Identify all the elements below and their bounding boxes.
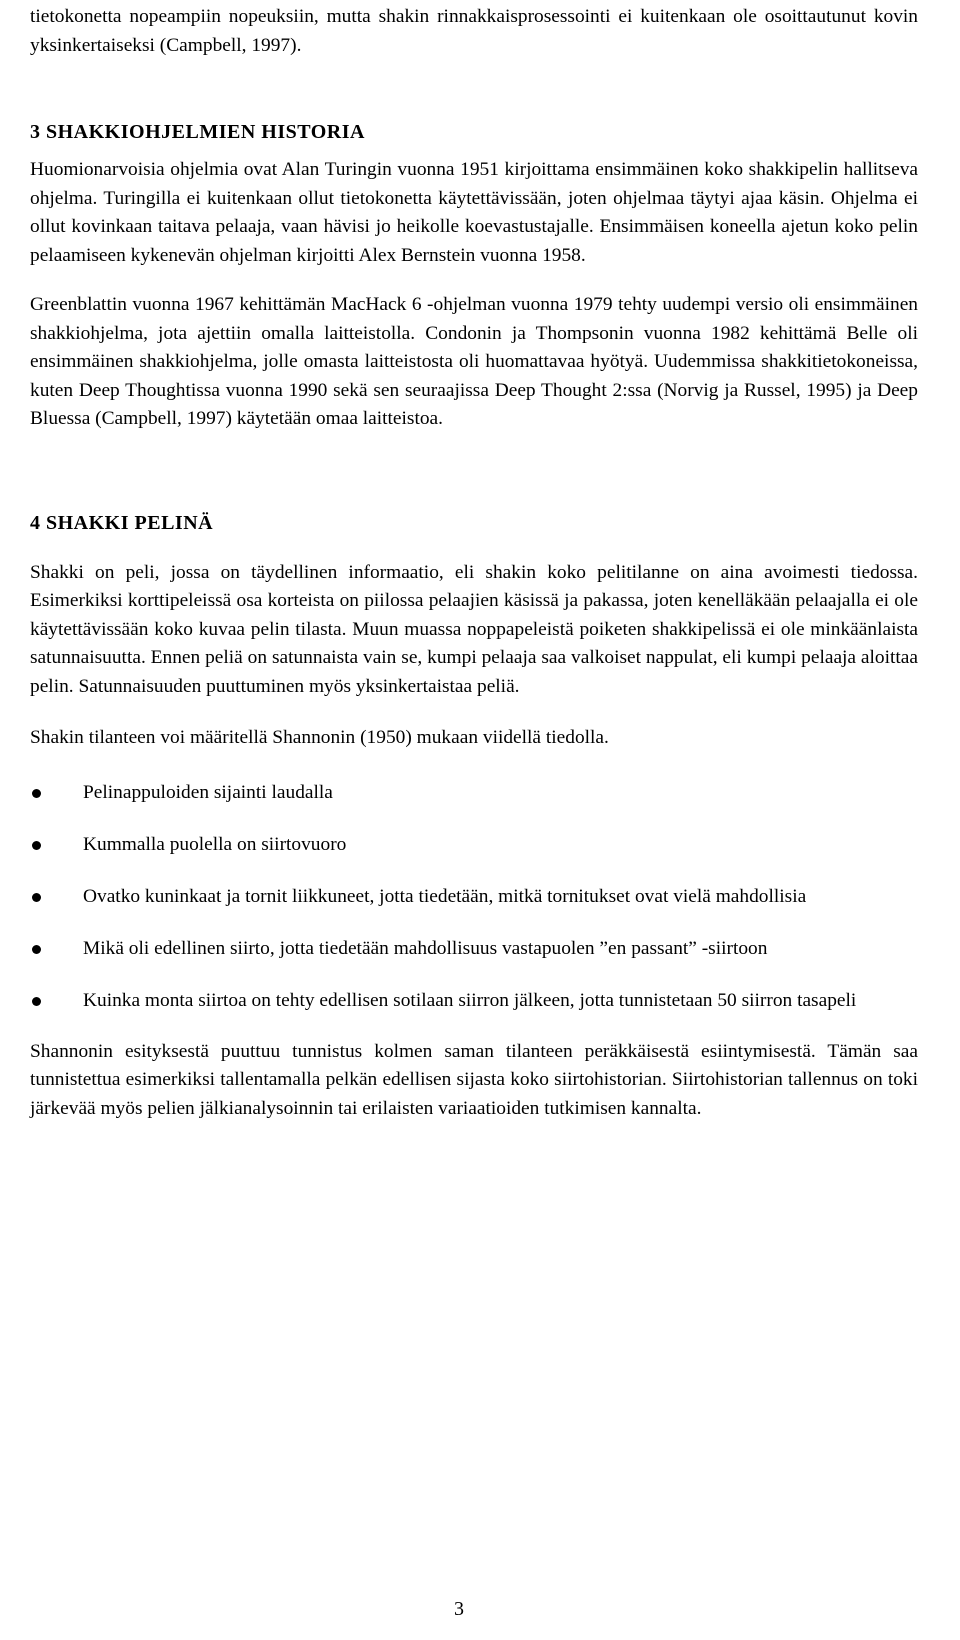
section-3-heading: 3 SHAKKIOHJELMIEN HISTORIA — [30, 121, 365, 143]
list-item-text: Kummalla puolella on siirtovuoro — [83, 833, 347, 855]
shannon-criteria-list — [30, 778, 918, 1016]
list-item-text: Pelinappuloiden sijainti laudalla — [83, 781, 333, 803]
list-item — [30, 882, 918, 912]
section-3-paragraph-2: Greenblattin vuonna 1967 kehittämän MacHack 6 -ohjelman vuonna 1979 tehty uudempi versio oli ensimmäinen shakkiohjelma, jota ajettiin omalla laitteistolla. Condonin ja Thompsonin vuonna 1982 kehittämä Belle oli ensimmäinen shakkiohjelma, jolle omasta laitteistosta oli huomattavaa hyötyä. Uudemmissa shakkitietokoneissa, kuten Deep Thoughtissa vuonna 1990 sekä sen seuraajissa Deep Thought 2:ssa (Norvig ja Russel, 1995) ja Deep Bluessa (Campbell, 1997) käytetään omaa laitteistoa. — [30, 294, 918, 429]
bullet-icon — [32, 997, 41, 1006]
bullet-icon — [32, 893, 41, 902]
shannon-intro-paragraph: Shakin tilanteen voi määritellä Shannonin (1950) mukaan viidellä tiedolla. — [30, 727, 609, 748]
list-item-text: Kuinka monta siirtoa on tehty edellisen sotilaan siirron jälkeen, jotta tunnistetaan 50 siirron tasapeli — [83, 989, 857, 1011]
section-4-heading: 4 SHAKKI PELINÄ — [30, 511, 214, 534]
section-3-paragraph-1: Huomionarvoisia ohjelmia ovat Alan Turingin vuonna 1951 kirjoittama ensimmäinen koko shakkipelin hallitseva ohjelma. Turingilla ei kuitenkaan ollut tietokonetta käytettävissään, joten ohjelmaa täytyi ajaa käsin. Ohjelma ei ollut kovinkaan taitava pelaaja, vaan hävisi jo heikolle koevastustajalle. Ensimmäisen koneella ajetun koko pelin pelaamiseen kykenevän ohjelman kirjoitti Alex Bernstein vuonna 1958. — [30, 159, 918, 266]
list-item — [30, 778, 918, 808]
intro-paragraph-fragment: tietokonetta nopeampiin nopeuksiin, mutta shakin rinnakkaisprosessointi ei kuitenkaan ole osoittautunut kovin yksinkertaiseksi (Campbell, 1997). — [30, 6, 918, 56]
page-number: 3 — [454, 1598, 464, 1620]
list-item — [30, 986, 918, 1016]
document-page — [30, 0, 918, 1123]
list-item — [30, 934, 918, 964]
list-item-text: Ovatko kuninkaat ja tornit liikkuneet, jotta tiedetään, mitkä tornitukset ovat vielä mahdollisia — [83, 885, 807, 907]
list-item-text: Mikä oli edellinen siirto, jotta tiedetään mahdollisuus vastapuolen ”en passant” -siirtoon — [83, 937, 768, 959]
bullet-icon — [32, 945, 41, 954]
section-4-paragraph-1: Shakki on peli, jossa on täydellinen informaatio, eli shakin koko pelitilanne on aina avoimesti tiedossa. Esimerkiksi korttipeleissä osa korteista on piilossa pelaajien käsissä ja pakassa, joten kenelläkään pelaajalla ei ole käytettävissään koko kuvaa pelin tilasta. Muun muassa noppapeleistä poiketen shakkipelissä ei ole minkäänlaista satunnaisuutta. Ennen peliä on satunnaista vain se, kumpi pelaaja saa valkoiset nappulat, eli kumpi pelaaja aloittaa pelin. Satunnaisuuden puuttuminen myös yksinkertaistaa peliä. — [30, 561, 918, 697]
bullet-icon — [32, 789, 41, 798]
bullet-icon — [32, 841, 41, 850]
list-item — [30, 830, 918, 860]
closing-paragraph: Shannonin esityksestä puuttuu tunnistus kolmen saman tilanteen peräkkäisestä esiintymisestä. Tämän saa tunnistettua esimerkiksi tallentamalla pelkän edellisen sijasta koko siirtohistorian. Siirtohistorian tallennus on toki järkevää myös pelien jälkianalysoinnin tai erilaisten variaatioiden tutkimisen kannalta. — [30, 1040, 918, 1119]
